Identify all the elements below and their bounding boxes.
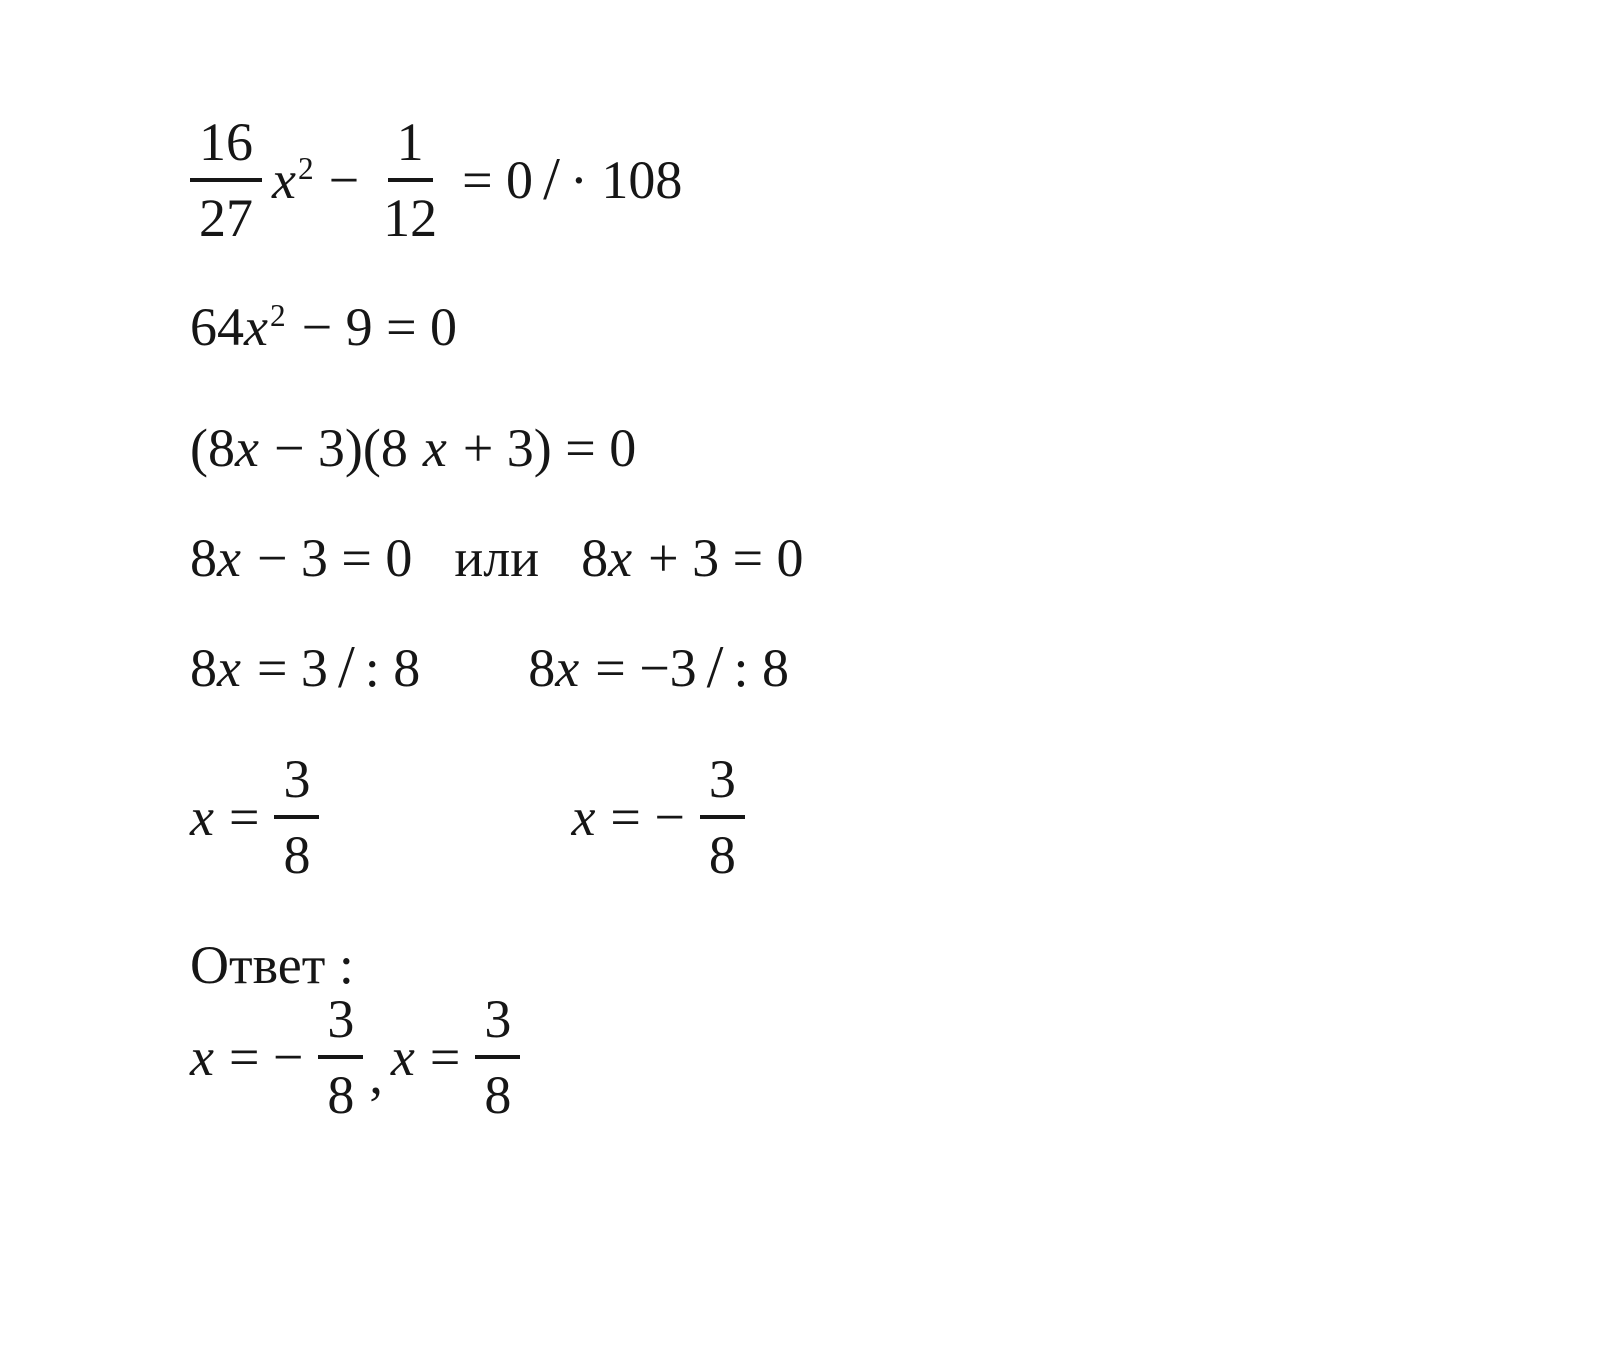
equals-zero: = 0 (462, 150, 534, 210)
apply-both-sides-slash: / (337, 633, 355, 701)
fraction-3-8 (700, 749, 745, 885)
divide-by-8-note: : 8 (733, 638, 789, 698)
fraction-16-27 (190, 112, 262, 248)
variable-x: x (608, 528, 633, 588)
answer-label: Ответ : (190, 935, 354, 995)
variable-x: x (555, 638, 580, 698)
coefficient: 8 (528, 638, 556, 698)
fraction-denominator: 12 (383, 188, 438, 248)
equation-tail: + 3 = 0 (648, 528, 804, 588)
exponent: 2 (297, 150, 314, 186)
fraction-numerator: 16 (190, 115, 262, 182)
coefficient: 8 (190, 638, 217, 698)
fraction-3-8 (318, 989, 363, 1125)
minus-operator: − (328, 150, 360, 210)
equals-operator: = (429, 1027, 461, 1087)
variable-x: x (390, 1027, 415, 1087)
equals-operator: = (228, 787, 260, 847)
variable-x: x (217, 638, 241, 698)
equation-tail: + 3) = 0 (462, 418, 637, 478)
fraction-1-12 (374, 112, 446, 248)
fraction-numerator: 3 (700, 752, 745, 819)
fraction-numerator: 1 (388, 115, 433, 182)
fraction-numerator: 3 (274, 752, 319, 819)
coefficient: 8 (581, 528, 609, 588)
divide-by-8-note: : 8 (364, 638, 421, 698)
variable-x: x (272, 150, 296, 210)
fraction-denominator: 8 (484, 1065, 512, 1125)
variable-x: x (234, 418, 259, 478)
equals-minus-operator: = − (228, 1027, 304, 1087)
equation-line-6 (190, 737, 745, 897)
equation-line-5 (190, 628, 789, 708)
coefficient: 8 (190, 528, 217, 588)
exponent: 2 (269, 297, 286, 333)
equation-tail: = −3 (595, 638, 697, 698)
fraction-numerator: 3 (318, 992, 363, 1059)
fraction-numerator: 3 (475, 992, 520, 1059)
open-paren-term: (8 (190, 418, 235, 478)
equation-tail: − 3 = 0 (256, 528, 413, 588)
fraction-3-8 (475, 989, 520, 1125)
variable-x: x (244, 297, 268, 357)
equation-line-3 (190, 408, 636, 488)
fraction-3-8 (274, 749, 319, 885)
variable-x: x (422, 418, 447, 478)
fraction-denominator: 27 (199, 188, 253, 248)
x-squared-term (244, 297, 286, 357)
or-word: или (454, 528, 540, 588)
x-squared-term (272, 150, 314, 210)
middle-term: − 3)(8 (273, 418, 408, 478)
equation-tail: = 3 (256, 638, 328, 698)
fraction-denominator: 8 (283, 825, 311, 885)
variable-x: x (190, 1027, 214, 1087)
equation-tail: − 9 = 0 (301, 297, 458, 357)
variable-x: x (217, 528, 241, 588)
fraction-denominator: 8 (327, 1065, 355, 1125)
variable-x: x (571, 787, 596, 847)
fraction-denominator: 8 (708, 825, 736, 885)
apply-both-sides-slash: / (543, 145, 560, 213)
answer-line (190, 977, 520, 1137)
coefficient: 64 (190, 297, 244, 357)
apply-both-sides-slash: / (706, 633, 724, 701)
variable-x: x (190, 787, 214, 847)
comma-separator: , (369, 1045, 383, 1105)
equation-line-1 (190, 95, 682, 265)
multiply-by-108-note: · 108 (569, 150, 683, 210)
equation-line-4 (190, 518, 804, 598)
equation-line-2 (190, 287, 457, 367)
equals-minus-operator: = − (610, 787, 685, 847)
